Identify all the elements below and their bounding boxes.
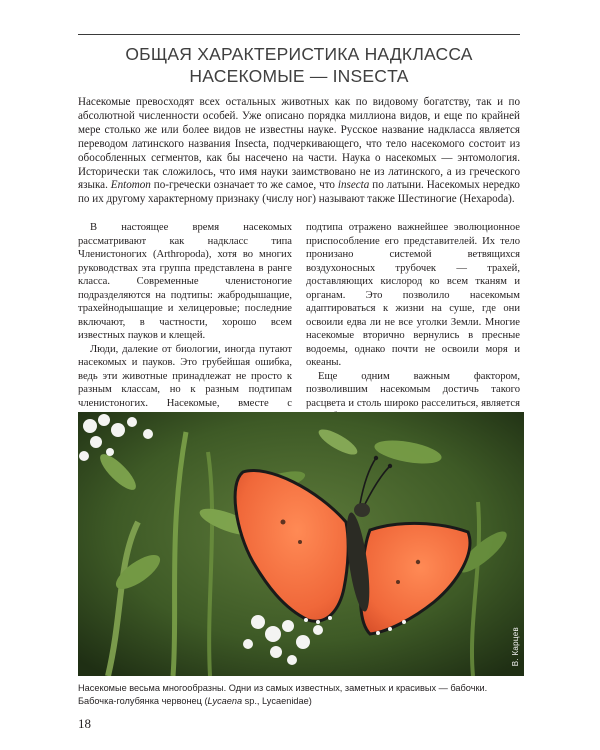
butterfly-photo (78, 412, 524, 676)
intro-text-b: по-гречески означает то же самое, что (150, 179, 338, 192)
top-rule (78, 34, 520, 35)
caption-line-2 (78, 695, 524, 708)
page-number: 18 (78, 716, 91, 731)
left-paragraph-2: Люди, далекие от биологии, иногда путают насекомых и пауков. Это грубейшая ошибка, ведь эти животные принадлежат не просто к разным классам, но к разным подтипам членистоногих. Насекомые, вместе с (78, 343, 292, 409)
figure-caption (78, 682, 524, 708)
caption-line-2-b: sp., Lycaenidae) (242, 696, 312, 707)
right-paragraph-2: Еще одним важным фактором, позволившим насекомым достичь такого расцвета и столь широко расселиться, является (306, 370, 520, 409)
right-paragraph-1: подтипа отражено важнейшее эволюционное приспособление его представителей. Их тело пронизано системой ветвящихся воздухоносных трубочек — трахей, доставляющих кислород ко всем тканям и органам. Это позволило насекомым адаптироваться к жизни на суше, где они освоили едва ли не все уголки Земли. Многие насекомые вторично вернулись в пресные водоемы, однако почти не освоили моря и океаны. (306, 222, 520, 368)
left-paragraph-1: В настоящее время насекомых рассматривают как надкласс типа Членистоногих (Arthropoda), хотя во многих руководствах эта группа представлена в ранге класса. Современные членистоногие подразделяются на подтипы: жабродышащие, трахейнодышащие и хелицеровые; последние включают, в частности, хорошо всем известных пауков и клещей. (78, 222, 292, 341)
page-title (78, 43, 520, 87)
butterfly-illustration (78, 412, 524, 676)
title-line-1: ОБЩАЯ ХАРАКТЕРИСТИКА НАДКЛАССА (125, 44, 473, 64)
intro-paragraph (78, 96, 520, 207)
intro-text-c: по латыни. Насекомых нередко по их другому характерному признаку (числу ног) называют также Шестиногие (Hexapoda). (78, 179, 520, 206)
photo-credit: В. Карцев (511, 626, 520, 666)
intro-entomon: Entomon (110, 179, 151, 192)
intro-text-a: Насекомые превосходят всех остальных животных как по видовому богатству, так и по абсолютной численности особей. Уже описано порядка миллиона видов, и еще по крайней мере столько же или более видов не известны науке. Русское название надкласса является переводом латинского названия Insecta, подчеркивающего, что тело насекомого состоит из обособленных сегментов, как бы насечено на части. Наука о насекомых — энтомология. Исторически так сложилось, что имя науки заимствовано не из латинского, а из греческого языка. (78, 96, 520, 192)
caption-line-2-a: Бабочка-голубянка червонец ( (78, 696, 208, 707)
caption-line-1: Насекомые весьма многообразны. Одни из самых известных, заметных и красивых — бабочки. (78, 683, 488, 693)
caption-genus: Lycaena (207, 696, 243, 707)
intro-insecta: insecta (337, 179, 370, 192)
left-column (78, 221, 292, 437)
title-line-2: НАСЕКОМЫЕ — INSECTA (189, 66, 409, 86)
